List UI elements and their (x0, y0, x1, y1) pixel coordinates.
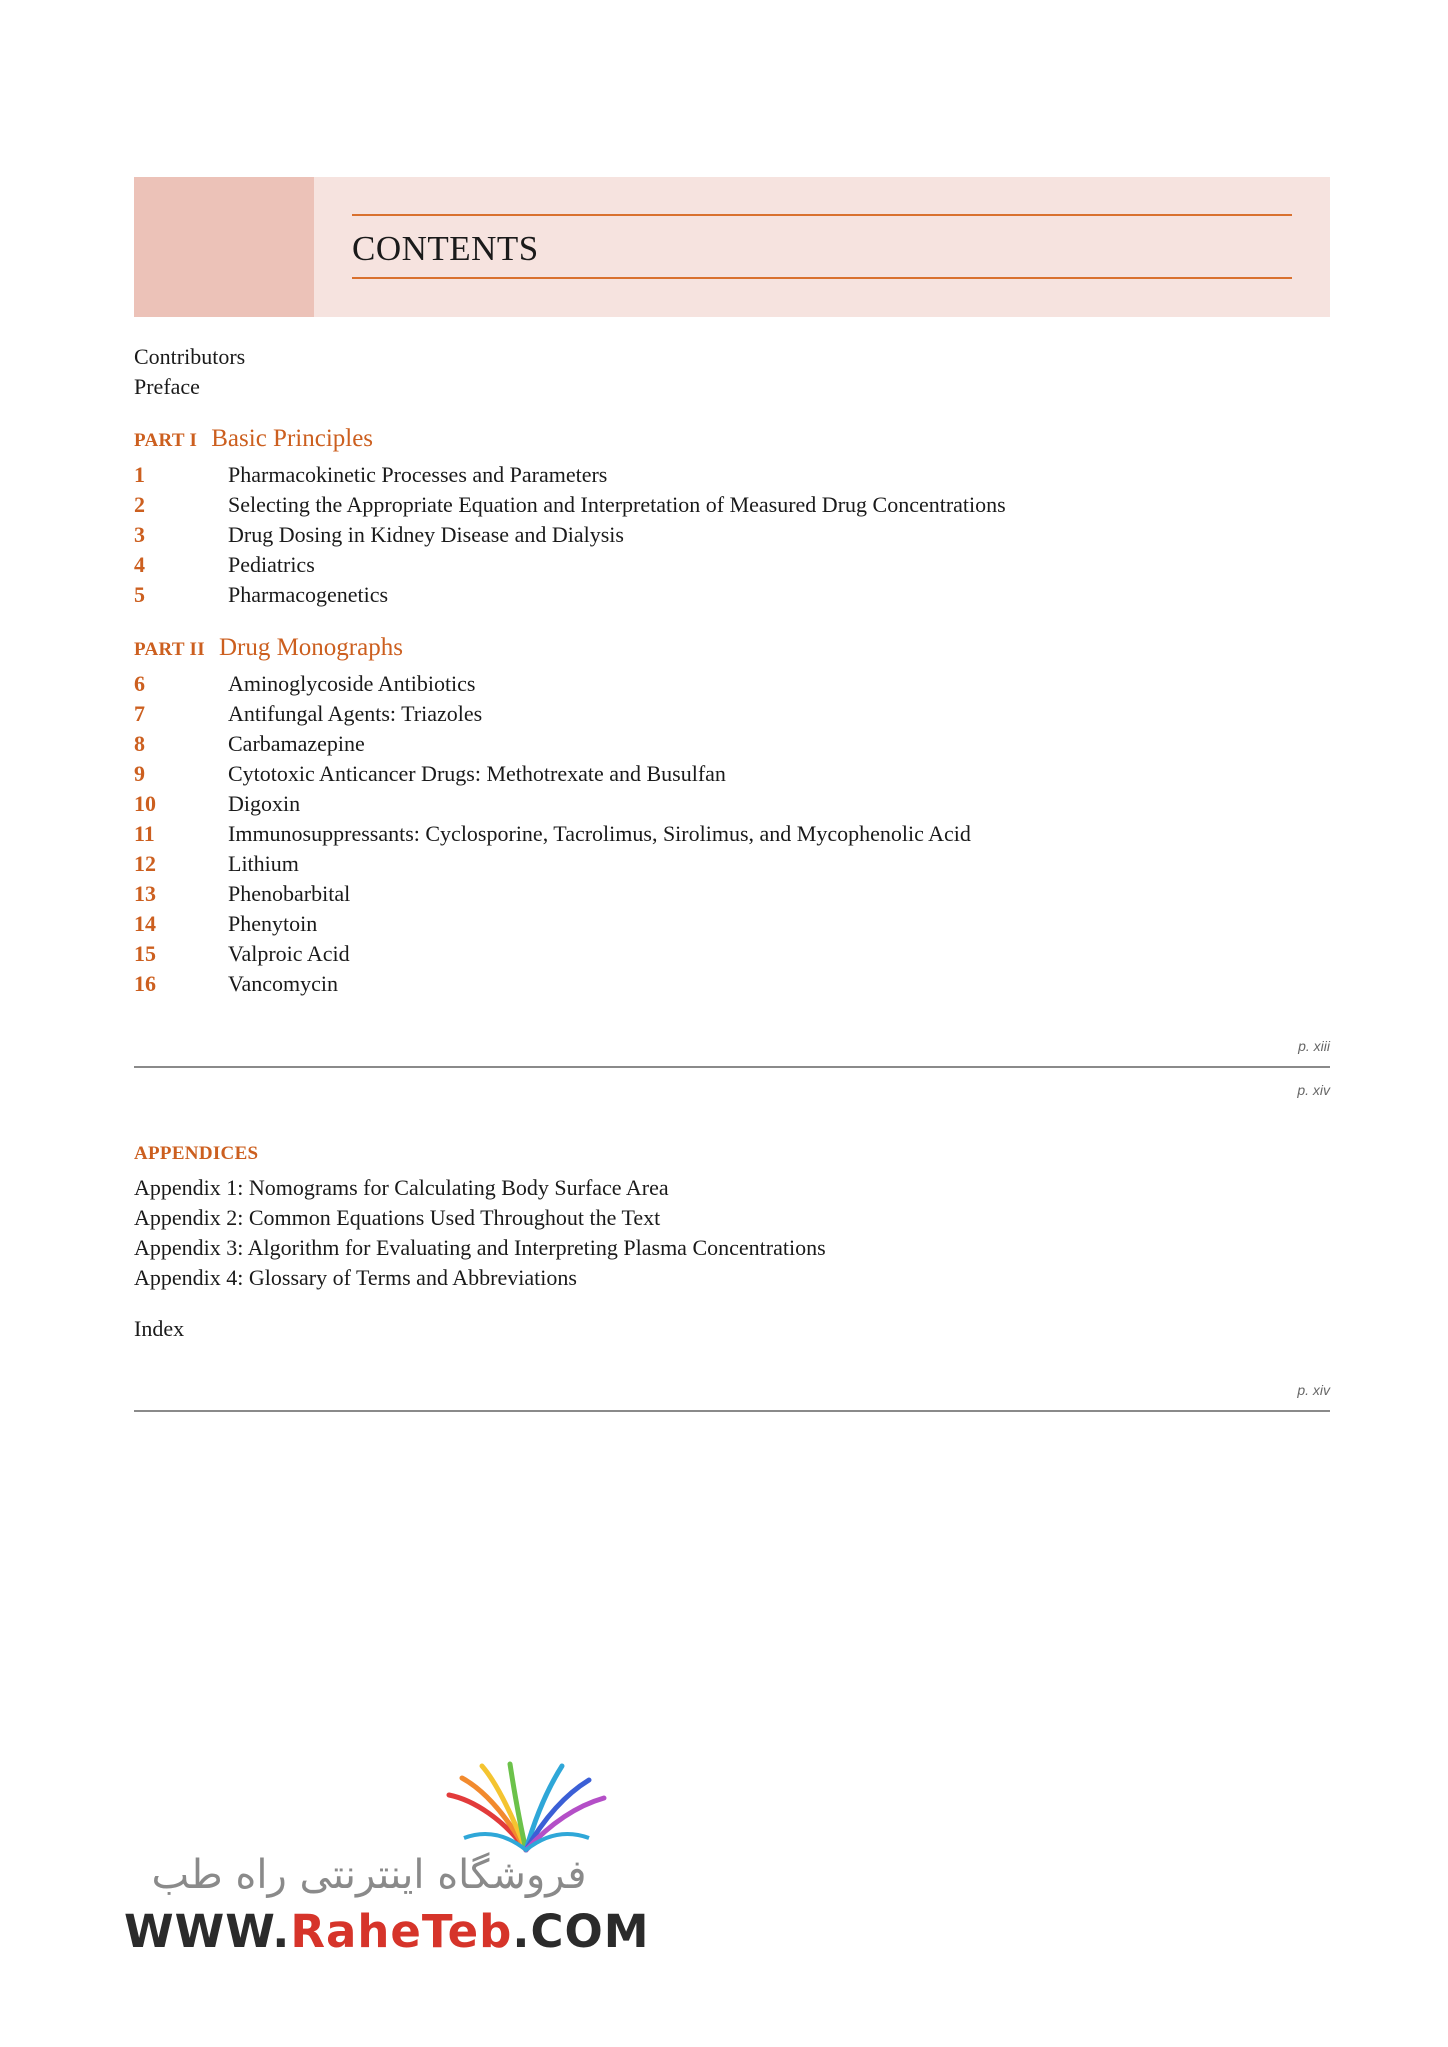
chapter-number: 9 (134, 761, 145, 786)
toc-chapter-row[interactable] (134, 490, 1006, 520)
watermark-farsi-text: فروشگاه اینترنتی راه طب (151, 1852, 587, 1898)
chapter-number: 15 (134, 941, 156, 966)
part-title[interactable]: Basic Principles (211, 425, 374, 452)
chapter-number: 12 (134, 851, 156, 876)
watermark-url (124, 1905, 650, 1958)
toc-chapter-row[interactable] (134, 699, 971, 729)
appendices-heading: APPENDICES (134, 1143, 259, 1164)
page-break-rule (134, 1066, 1330, 1068)
toc-chapter-row[interactable] (134, 789, 971, 819)
chapter-title: Cytotoxic Anticancer Drugs: Methotrexate and Busulfan (228, 761, 726, 786)
toc-chapter-row[interactable] (134, 669, 971, 699)
book-logo-icon (444, 1760, 609, 1855)
chapter-number: 11 (134, 821, 155, 846)
toc-chapter-row[interactable] (134, 580, 1006, 610)
chapter-number: 16 (134, 971, 156, 996)
header-rule-bottom (352, 277, 1292, 279)
toc-chapter-row[interactable] (134, 849, 971, 879)
part-heading-1 (134, 425, 373, 453)
header-rule-top (352, 214, 1292, 216)
toc-entry-appendix-4[interactable]: Appendix 4: Glossary of Terms and Abbreviations (134, 1265, 577, 1290)
part-title[interactable]: Drug Monographs (218, 634, 403, 661)
chapter-title: Pharmacokinetic Processes and Parameters (228, 462, 608, 487)
chapter-number: 2 (134, 492, 145, 517)
toc-entry-index[interactable]: Index (134, 1316, 185, 1341)
chapter-title: Antifungal Agents: Triazoles (228, 701, 483, 726)
part-2-chapter-list (134, 669, 971, 999)
chapter-title: Digoxin (228, 791, 301, 816)
toc-chapter-row[interactable] (134, 939, 971, 969)
chapter-title: Phenobarbital (228, 881, 351, 906)
toc-entry-appendix-1[interactable]: Appendix 1: Nomograms for Calculating Body Surface Area (134, 1175, 669, 1200)
watermark-url-prefix: WWW. (124, 1905, 291, 1958)
chapter-title: Vancomycin (228, 971, 338, 996)
chapter-number: 4 (134, 552, 145, 577)
part-heading-2 (134, 634, 403, 662)
watermark-url-suffix: .COM (512, 1905, 650, 1958)
chapter-title: Selecting the Appropriate Equation and Interpretation of Measured Drug Concentrations (228, 492, 1006, 517)
toc-chapter-row[interactable] (134, 819, 971, 849)
toc-entry-appendix-3[interactable]: Appendix 3: Algorithm for Evaluating and Interpreting Plasma Concentrations (134, 1235, 826, 1260)
page-title: CONTENTS (352, 229, 539, 268)
toc-entry-contributors[interactable]: Contributors (134, 344, 246, 369)
watermark (124, 1760, 650, 1960)
chapter-title: Phenytoin (228, 911, 318, 936)
contents-header (134, 177, 1330, 317)
part-label: PART I (134, 430, 198, 451)
front-matter-list (134, 342, 245, 402)
toc-entry-preface[interactable]: Preface (134, 374, 200, 399)
page-break-rule (134, 1410, 1330, 1412)
part-1-chapter-list (134, 460, 1006, 610)
chapter-number: 3 (134, 522, 145, 547)
toc-chapter-row[interactable] (134, 909, 971, 939)
watermark-url-accent: RaheTeb (290, 1905, 513, 1958)
chapter-number: 6 (134, 671, 145, 696)
page-marker: p. xiv (1297, 1382, 1330, 1398)
toc-chapter-row[interactable] (134, 729, 971, 759)
header-color-block (134, 177, 314, 317)
toc-chapter-row[interactable] (134, 879, 971, 909)
part-label: PART II (134, 639, 205, 660)
toc-chapter-row[interactable] (134, 460, 1006, 490)
chapter-title: Carbamazepine (228, 731, 365, 756)
chapter-title: Pediatrics (228, 552, 315, 577)
page-marker: p. xiii (1298, 1038, 1330, 1054)
chapter-number: 13 (134, 881, 156, 906)
toc-chapter-row[interactable] (134, 550, 1006, 580)
toc-entry-appendix-2[interactable]: Appendix 2: Common Equations Used Throughout the Text (134, 1205, 661, 1230)
chapter-number: 14 (134, 911, 156, 936)
chapter-title: Lithium (228, 851, 299, 876)
toc-chapter-row[interactable] (134, 759, 971, 789)
toc-chapter-row[interactable] (134, 520, 1006, 550)
chapter-title: Valproic Acid (228, 941, 350, 966)
chapter-number: 1 (134, 462, 145, 487)
chapter-title: Aminoglycoside Antibiotics (228, 671, 476, 696)
chapter-number: 8 (134, 731, 145, 756)
appendix-list (134, 1173, 826, 1293)
chapter-title: Drug Dosing in Kidney Disease and Dialysis (228, 522, 624, 547)
chapter-number: 7 (134, 701, 145, 726)
toc-chapter-row[interactable] (134, 969, 971, 999)
chapter-title: Immunosuppressants: Cyclosporine, Tacrolimus, Sirolimus, and Mycophenolic Acid (228, 821, 971, 846)
page-marker: p. xiv (1297, 1082, 1330, 1098)
chapter-title: Pharmacogenetics (228, 582, 389, 607)
chapter-number: 5 (134, 582, 145, 607)
chapter-number: 10 (134, 791, 156, 816)
